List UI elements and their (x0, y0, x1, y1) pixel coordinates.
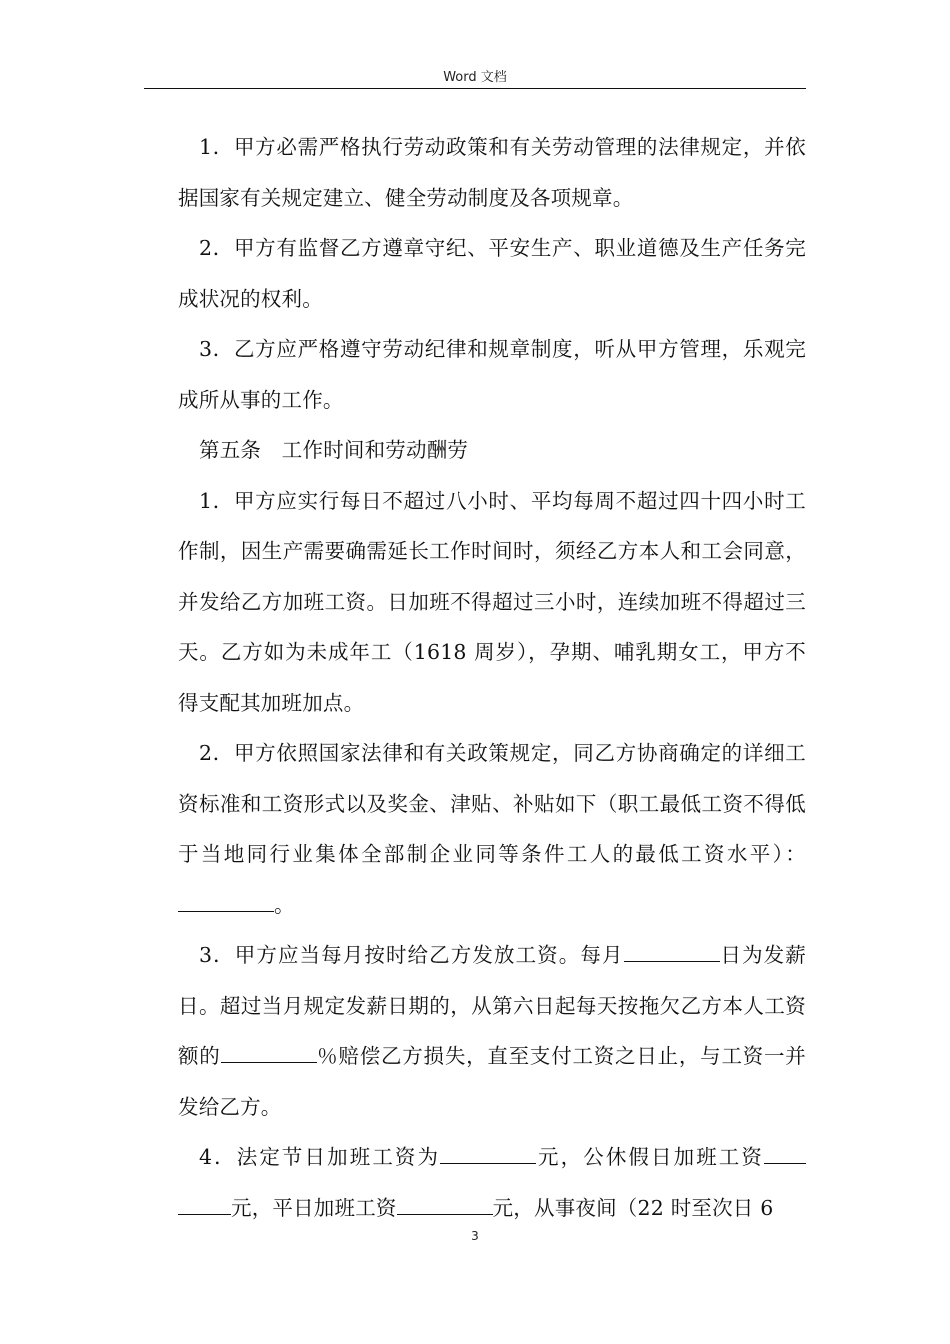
paragraph-5-text: 2．甲方依照国家法律和有关政策规定，同乙方协商确定的详细工资标准和工资形式以及奖金、津贴、补贴如下（职工最低工资不得低于当地同行业集体全部制企业同等条件工人的最低工资水平）： (178, 741, 806, 866)
blank-line (178, 889, 274, 912)
paragraph-7-text-a: 4．法定节日加班工资为 (199, 1145, 441, 1169)
paragraph-7-text-d: 元，从事夜间（22 时至次日 6 (492, 1195, 774, 1220)
article-heading: 第五条 工作时间和劳动酬劳 (199, 438, 469, 462)
page-header-title: Word 文档 (443, 70, 507, 85)
paragraph-6-text-b: 日为发薪日。超过当月规定发薪日期的，从第六日起每天按拖欠乙方本人工资额的 (178, 943, 806, 1068)
blank-line (397, 1192, 493, 1215)
header-rule (144, 88, 806, 89)
blank-line (440, 1141, 536, 1164)
blank-line (624, 939, 720, 962)
paragraph-7 (178, 1132, 806, 1233)
page-number: 3 (471, 1229, 479, 1243)
paragraph-5-end: 。 (274, 892, 295, 917)
paragraph-6 (178, 930, 806, 1132)
paragraph-3: 3．乙方应严格遵守劳动纪律和规章制度，听从甲方管理，乐观完成所从事的工作。 (178, 337, 806, 412)
blank-line (178, 1192, 231, 1215)
paragraph-1: 1．甲方必需严格执行劳动政策和有关劳动管理的法律规定，并依据国家有关规定建立、健全劳动制度及各项规章。 (178, 135, 806, 210)
paragraph-4: 1．甲方应实行每日不超过八小时、平均每周不超过四十四小时工作制，因生产需要确需延长工作时间时，须经乙方本人和工会同意，并发给乙方加班工资。日加班不得超过三小时，连续加班不得超过三天。乙方如为未成年工（1618 周岁），孕期、哺乳期女工，甲方不得支配其加班加点。 (178, 488, 806, 715)
document-body (178, 122, 806, 1233)
blank-line (221, 1040, 317, 1063)
paragraph-2: 2．甲方有监督乙方遵章守纪、平安生产、职业道德及生产任务完成状况的权利。 (178, 236, 806, 311)
paragraph-6-text-a: 3．甲方应当每月按时给乙方发放工资。每月 (199, 943, 624, 967)
paragraph-6-text-c: ％赔偿乙方损失，直至支付工资之日止，与工资一并发给乙方。 (178, 1044, 806, 1119)
paragraph-7-text-c: 元，平日加班工资 (231, 1195, 397, 1220)
blank-line (764, 1141, 806, 1164)
paragraph-5 (178, 728, 806, 930)
paragraph-7-text-b: 元，公休假日加班工资 (536, 1145, 764, 1169)
